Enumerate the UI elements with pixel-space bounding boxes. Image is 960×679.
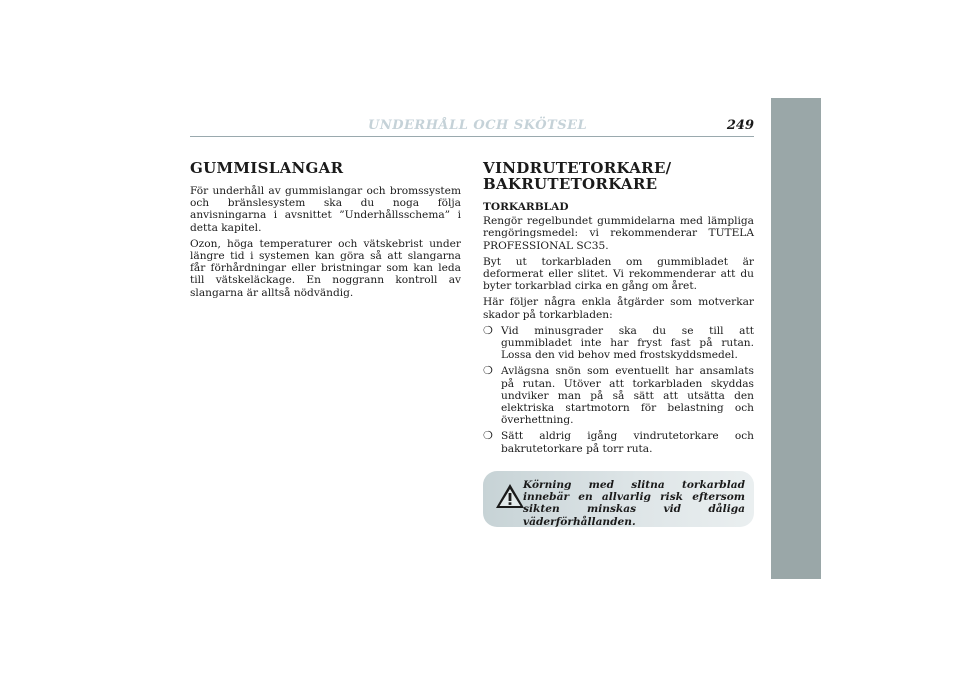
left-column <box>190 160 461 303</box>
warning-triangle-icon <box>495 483 525 509</box>
bullet-icon: ❍ <box>483 429 493 443</box>
hoses-paragraph-1: För underhåll av gummislangar och bromssystem och bränslesystem ska du noga följa anvisningarna i avsnittet ”Underhållsschema” i detta kapitel. <box>190 185 461 234</box>
hoses-paragraph-2: Ozon, höga temperaturer och vätskebrist under längre tid i systemen kan göra så att slangarna får förhårdningar eller bristningar som kan leda till vätskeläckage. En noggrann kontroll av slangarna är alltså nödvändig. <box>190 237 461 299</box>
bullet-icon: ❍ <box>483 364 493 378</box>
wiper-blades-subheading: TORKARBLAD <box>483 201 569 213</box>
hoses-heading: GUMMISLANGAR <box>190 159 344 177</box>
header-rule <box>190 136 754 137</box>
list-item <box>483 430 754 454</box>
wipers-heading: VINDRUTETORKARE/ BAKRUTETORKARE <box>483 159 672 193</box>
list-item <box>483 365 754 426</box>
wipers-paragraph-1: Rengör regelbundet gummidelarna med lämpliga rengöringsmedel: vi rekommenderar TUTELA PROFESSIONAL SC35. <box>483 215 754 252</box>
right-column <box>483 160 754 459</box>
wipers-paragraph-2: Byt ut torkarbladen om gummibladet är deformerat eller slitet. Vi rekommenderar att du byter torkarblad cirka en gång om året. <box>483 255 754 293</box>
bullet-icon: ❍ <box>483 323 493 337</box>
list-item <box>483 325 754 362</box>
chapter-side-tab <box>771 98 821 579</box>
wipers-paragraph-3: Här följer några enkla åtgärder som motverkar skador på torkarbladen: <box>483 296 754 321</box>
section-title: UNDERHÅLL OCH SKÖTSEL <box>368 118 588 133</box>
wiper-care-list <box>483 325 754 455</box>
page-number: 249 <box>726 118 754 133</box>
warning-text: Körning med slitna torkarblad innebär en allvarlig risk eftersom sikten minskas vid dåliga väderförhållanden. <box>523 479 745 528</box>
warning-box <box>483 471 754 527</box>
list-item-text: Avlägsna snön som eventuellt har ansamlats på rutan. Utöver att torkarbladen skyddas undviker man på så sätt att utsätta den elektriska startmotorn för belastning och överhettning. <box>501 365 754 427</box>
list-item-text: Sätt aldrig igång vindrutetorkare och bakrutetorkare på torr ruta. <box>501 430 754 455</box>
list-item-text: Vid minusgrader ska du se till att gummibladet inte har fryst fast på rutan. Lossa den vid behov med frostskyddsmedel. <box>501 324 754 362</box>
